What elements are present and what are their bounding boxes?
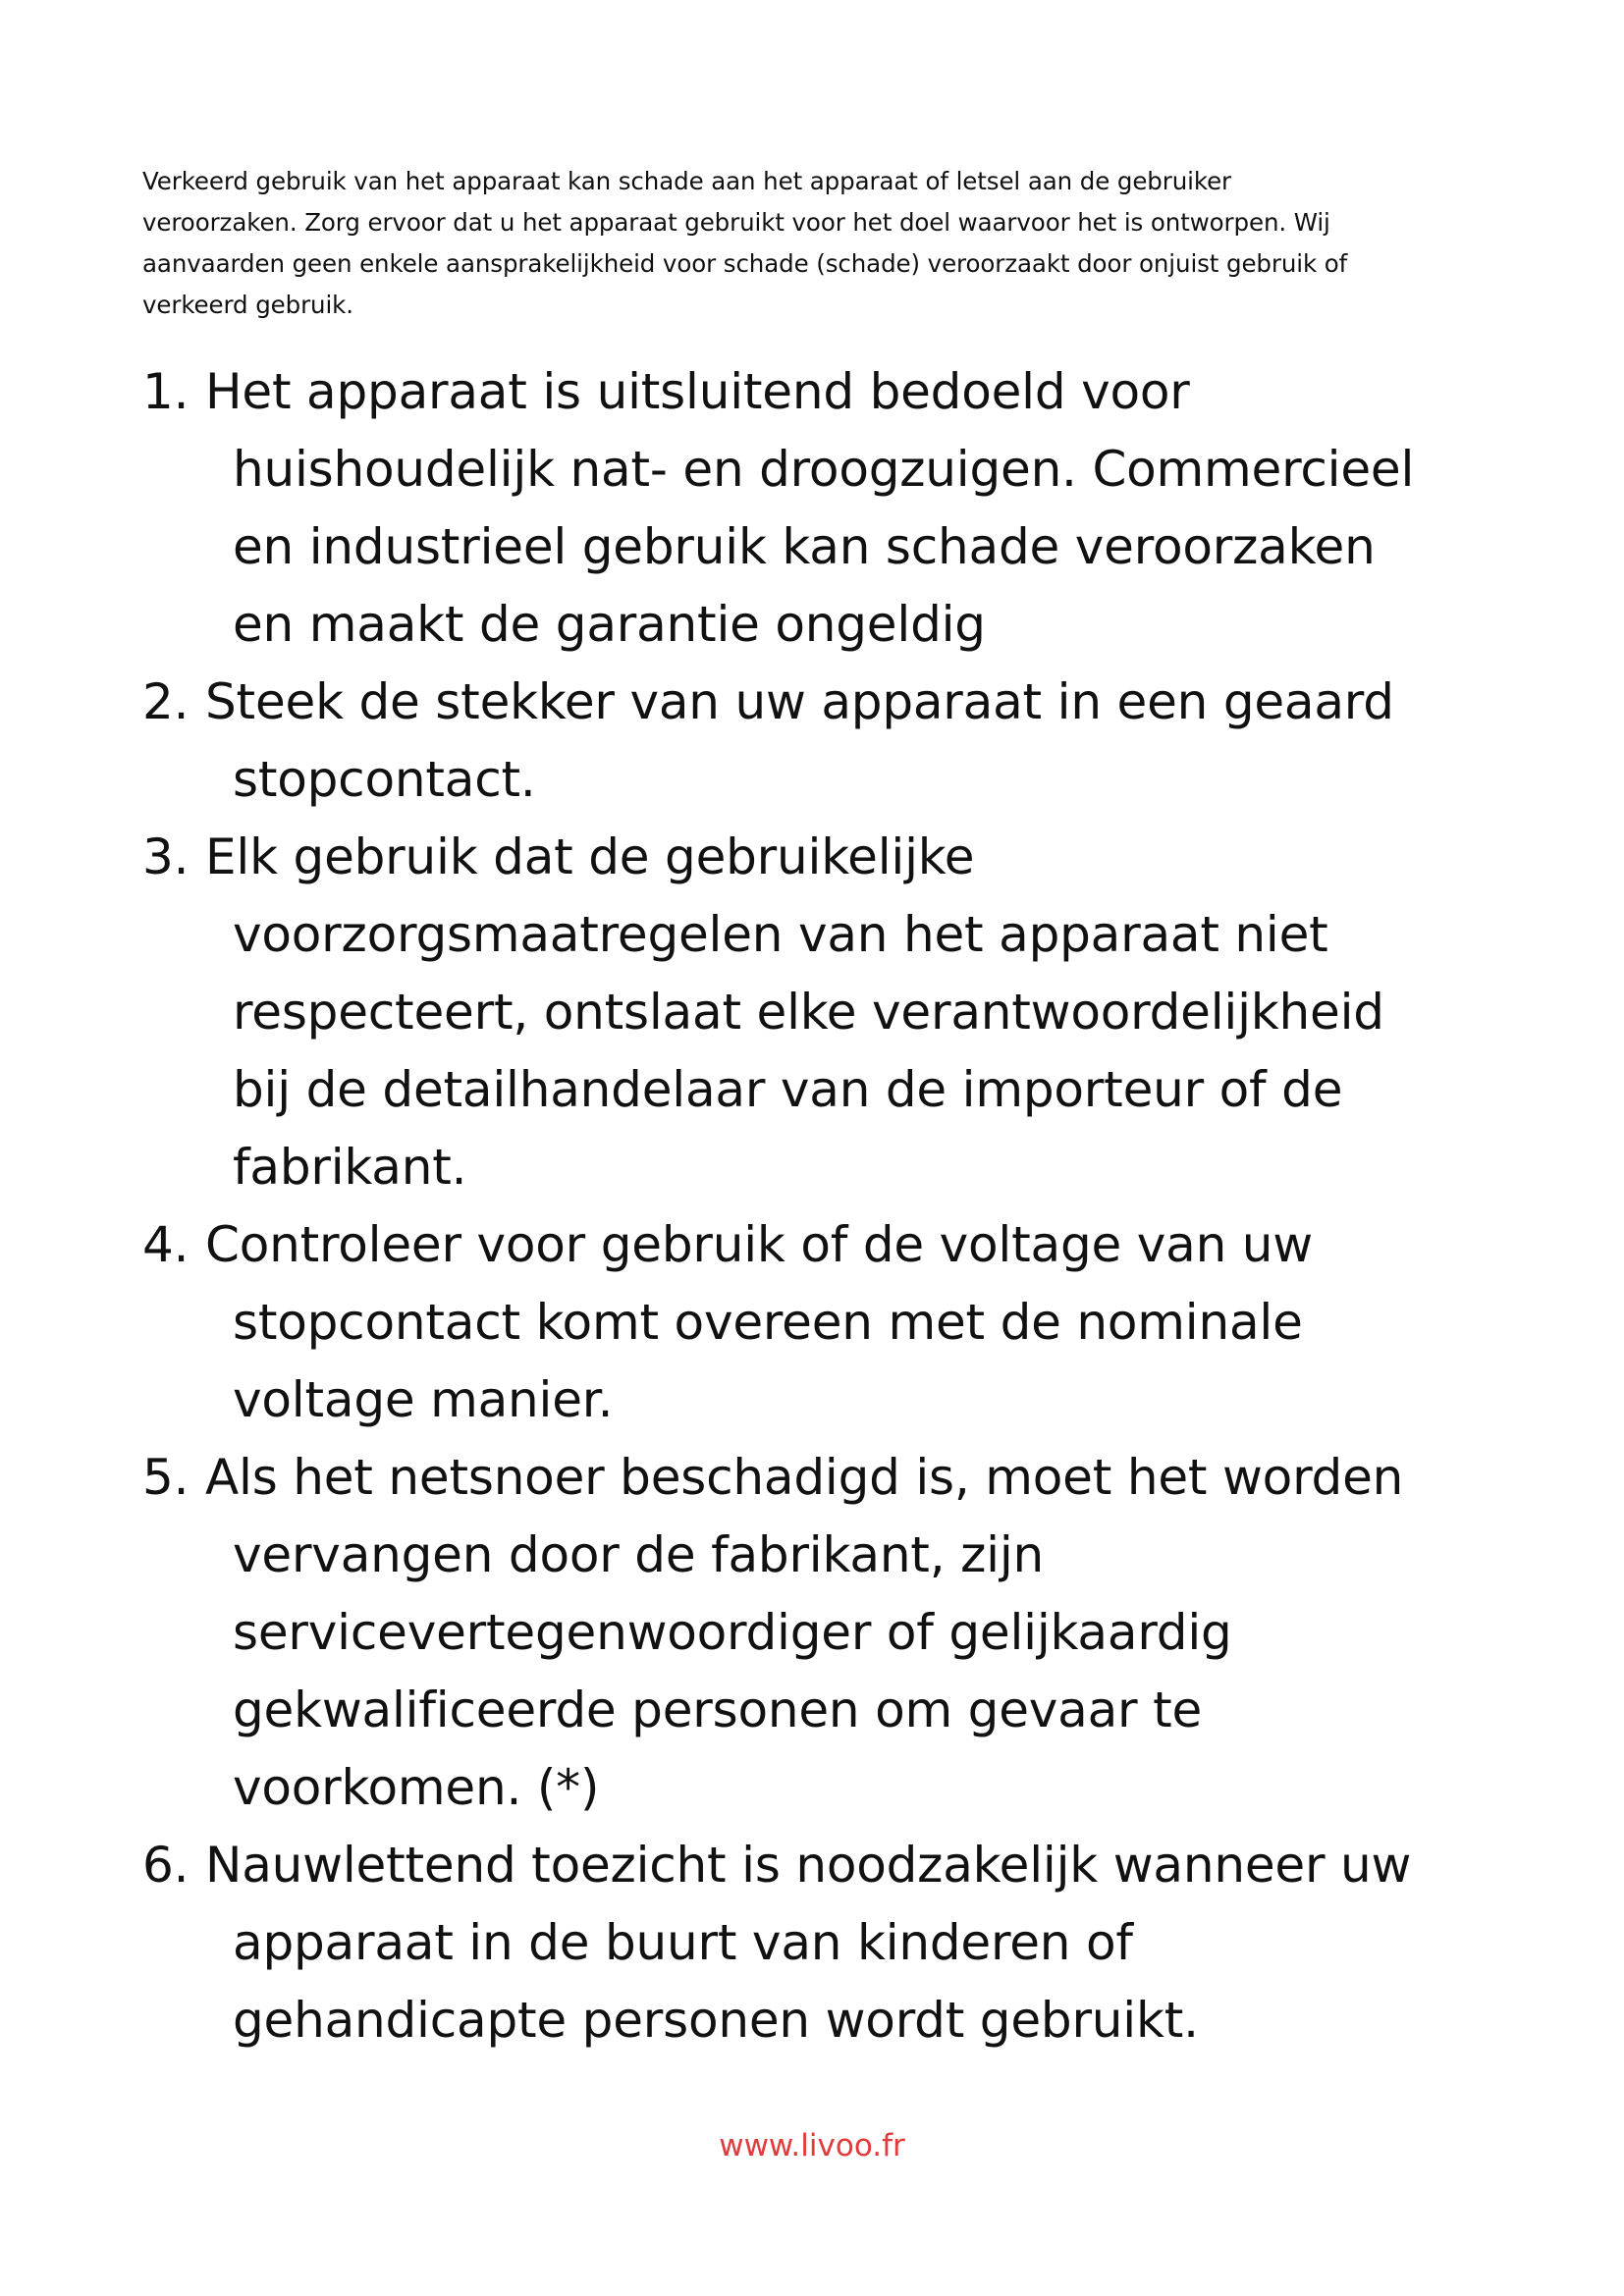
list-item: [142, 1439, 1537, 1827]
item-number: 3.: [142, 828, 189, 885]
list-item: [142, 1206, 1537, 1439]
intro-paragraph: [142, 161, 1478, 326]
item-text-line: apparaat in de buurt van kinderen of: [233, 1914, 1133, 1971]
item-text-line: voorkomen. (*): [233, 1759, 600, 1816]
safety-instructions-list: [142, 353, 1537, 2059]
item-text-line: stopcontact.: [233, 751, 536, 808]
item-number: 6.: [142, 1837, 189, 1894]
item-text-line: Steek de stekker van uw apparaat in een geaard: [205, 673, 1394, 730]
item-text-line: gehandicapte personen wordt gebruikt.: [233, 1992, 1199, 2049]
item-text-line: gekwalificeerde personen om gevaar te: [233, 1682, 1203, 1738]
item-text-line: respecteert, ontslaat elke verantwoordelijkheid: [233, 984, 1384, 1041]
intro-line: aanvaarden geen enkele aansprakelijkheid voor schade (schade) veroorzaakt door onjuist gebruik of: [142, 249, 1348, 278]
item-text-line: Het apparaat is uitsluitend bedoeld voor: [205, 363, 1190, 420]
item-text-line: huishoudelijk nat- en droogzuigen. Commercieel: [233, 441, 1415, 498]
item-text-line: voltage manier.: [233, 1371, 614, 1428]
item-number: 4.: [142, 1216, 189, 1273]
item-text-line: en industrieel gebruik kan schade veroorzaken: [233, 518, 1376, 575]
item-text-line: servicevertegenwoordiger of gelijkaardig: [233, 1604, 1232, 1661]
item-text-line: Als het netsnoer beschadigd is, moet het worden: [205, 1449, 1404, 1506]
list-item: [142, 1827, 1537, 2059]
item-text-line: en maakt de garantie ongeldig: [233, 596, 986, 653]
item-number: 5.: [142, 1449, 189, 1506]
intro-line: veroorzaken. Zorg ervoor dat u het apparaat gebruikt voor het doel waarvoor het is ontworpen. Wij: [142, 208, 1330, 237]
item-text-line: fabrikant.: [233, 1139, 467, 1196]
list-item: [142, 819, 1537, 1206]
list-item: [142, 664, 1537, 819]
item-text-line: Elk gebruik dat de gebruikelijke: [205, 828, 975, 885]
intro-line: verkeerd gebruik.: [142, 291, 353, 319]
item-text-line: voorzorgsmaatregelen van het apparaat niet: [233, 906, 1328, 963]
footer-url[interactable]: www.livoo.fr: [719, 2128, 905, 2163]
item-text-line: Controleer voor gebruik of de voltage van uw: [205, 1216, 1313, 1273]
item-number: 1.: [142, 363, 189, 420]
item-text-line: Nauwlettend toezicht is noodzakelijk wanneer uw: [205, 1837, 1412, 1894]
item-text-line: vervangen door de fabrikant, zijn: [233, 1526, 1045, 1583]
intro-line: Verkeerd gebruik van het apparaat kan schade aan het apparaat of letsel aan de gebruiker: [142, 167, 1232, 195]
item-text-line: stopcontact komt overeen met de nominale: [233, 1294, 1303, 1351]
item-text-line: bij de detailhandelaar van de importeur of de: [233, 1061, 1343, 1118]
item-number: 2.: [142, 673, 189, 730]
list-item: [142, 353, 1537, 664]
